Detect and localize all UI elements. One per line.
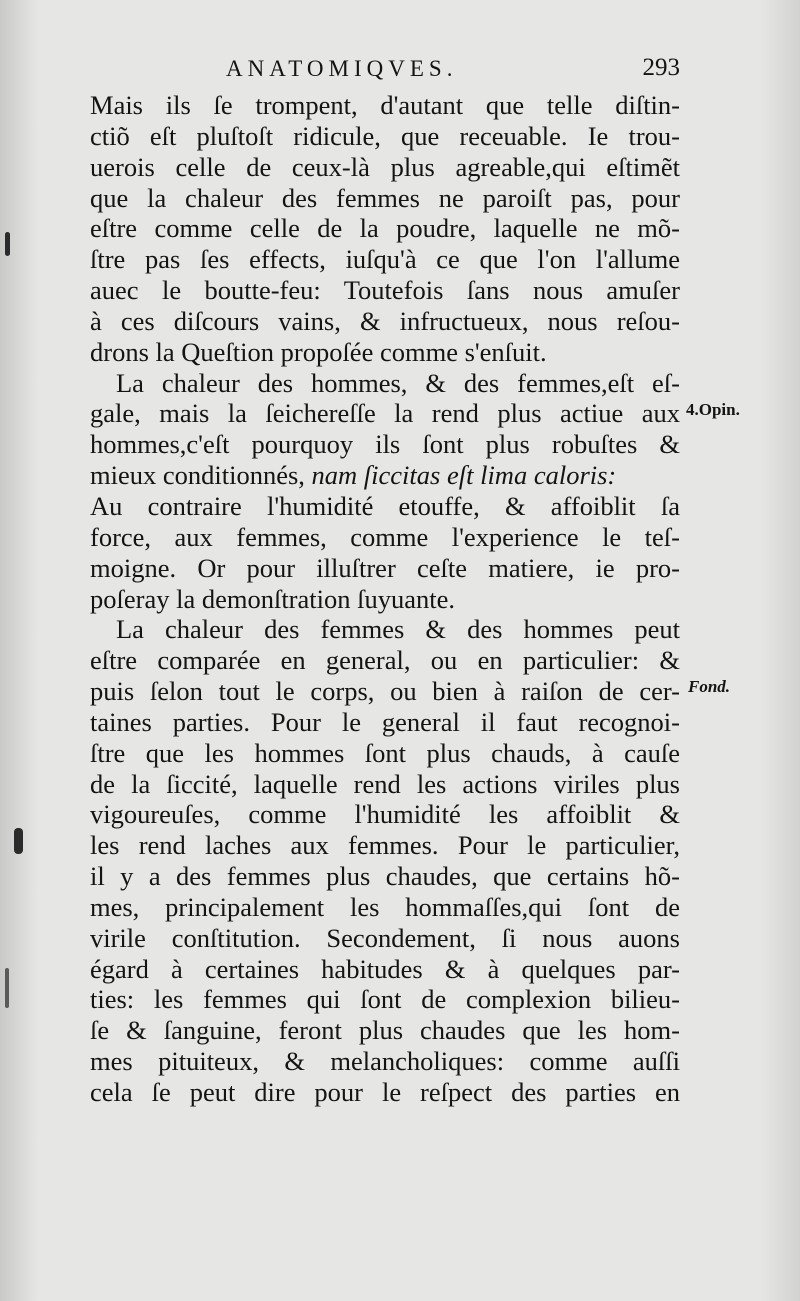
margin-ink-mark: [14, 828, 23, 854]
text-line: cela ſe peut dire pour le reſpect des parties en: [90, 1077, 680, 1107]
text-line: ctiõ eſt pluſtoſt ridicule, que receuable. Ie trou-: [90, 120, 680, 151]
body-text: [90, 90, 680, 1108]
text-line: eſtre comparée en general, ou en particulier: &: [90, 645, 680, 676]
text-line: moigne. Or pour illuſtrer ceſte matiere, ie pro-: [90, 552, 680, 583]
page-number: 293: [642, 54, 680, 81]
running-head: ANATOMIQVES.: [226, 56, 458, 81]
text-line: que la chaleur des femmes ne paroiſt pas, pour: [90, 182, 680, 213]
text-line: auec le boutte-feu: Toutefois ſans nous amuſer: [90, 275, 680, 306]
text-line: puis ſelon tout le corps, ou bien à raiſon de cer-: [90, 676, 680, 707]
text-line: virile conſtitution. Secondement, ſi nous auons: [90, 922, 680, 953]
text-line: de la ſiccité, laquelle rend les actions viriles plus: [90, 768, 680, 799]
text-line: vigoureuſes, comme l'humidité les affoiblit &: [90, 799, 680, 830]
margin-ink-mark: [5, 232, 10, 256]
text-line: La chaleur des femmes & des hommes peut: [116, 614, 680, 645]
text-line: il y a des femmes plus chaudes, que certains hõ-: [90, 861, 680, 892]
margin-note-foundation: Fond.: [688, 677, 731, 696]
text-line: Mais ils ſe trompent, d'autant que telle diſtin-: [90, 90, 680, 120]
text-line: ſtre que les hommes ſont plus chauds, à cauſe: [90, 737, 680, 768]
text-line: les rend laches aux femmes. Pour le particulier,: [90, 830, 680, 861]
page-header: [90, 54, 680, 90]
text-line: [90, 460, 680, 491]
margin-ink-mark: [5, 968, 9, 1008]
text-line: égard à certaines habitudes & à quelques par-: [90, 953, 680, 984]
text-line: mes, principalement les hommaſſes,qui ſont de: [90, 891, 680, 922]
text-line: poſeray la demonſtration ſuyuante.: [90, 583, 455, 614]
text-line: drons la Queſtion propoſée comme s'enſuit.: [90, 336, 547, 367]
latin-quotation: nam ſiccitas eſt lima caloris:: [311, 460, 617, 491]
text-line: Au contraire l'humidité etouffe, & affoiblit ſa: [90, 490, 680, 521]
text-line-roman: mieux conditionnés,: [90, 460, 305, 491]
text-line: à ces diſcours vains, & infructueux, nous reſou-: [90, 305, 680, 336]
text-line: ſtre pas ſes effects, iuſqu'à ce que l'on l'allume: [90, 244, 680, 275]
text-line: eſtre comme celle de la poudre, laquelle ne mõ-: [90, 213, 680, 244]
text-line: taines parties. Pour le general il faut recognoi-: [90, 706, 680, 737]
text-line: ties: les femmes qui ſont de complexion bilieu-: [90, 984, 680, 1015]
text-line: mes pituiteux, & melancholiques: comme auſſi: [90, 1046, 680, 1077]
text-line: hommes,c'eſt pourquoy ils ſont plus robuſtes &: [90, 429, 680, 460]
margin-note-opinion: 4.Opin.: [686, 400, 740, 419]
text-line: gale, mais la ſeichereſſe la rend plus actiue aux: [90, 398, 680, 429]
text-line: force, aux femmes, comme l'experience le teſ-: [90, 521, 680, 552]
text-line: ſe & ſanguine, feront plus chaudes que les hom-: [90, 1015, 680, 1046]
text-line: La chaleur des hommes, & des femmes,eſt eſ-: [116, 367, 680, 398]
text-line: uerois celle de ceux-là plus agreable,qui eſtimẽt: [90, 151, 680, 182]
